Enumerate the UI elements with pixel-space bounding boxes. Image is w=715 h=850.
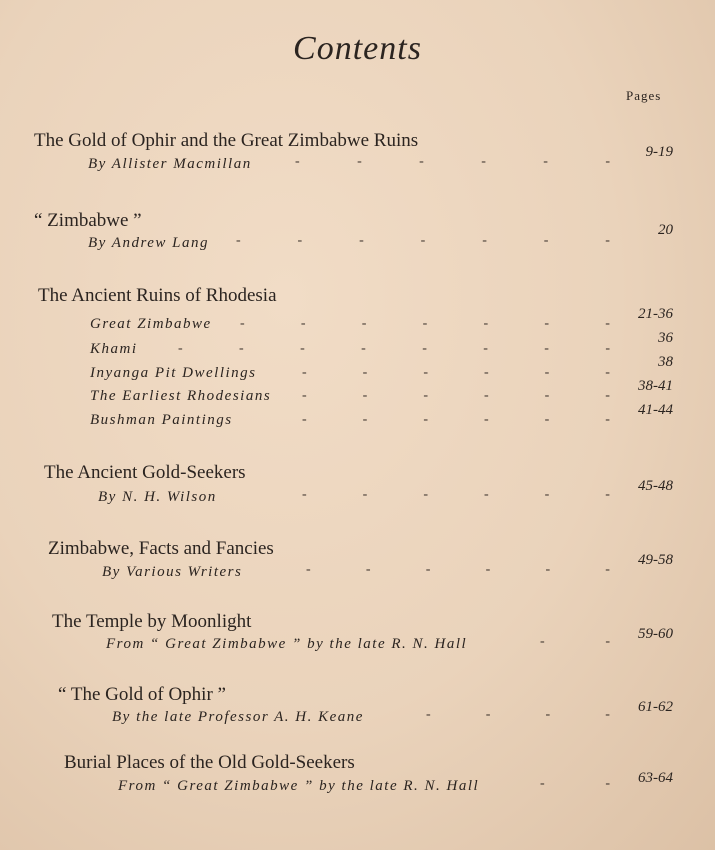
dot-leader: - - - - - -: [302, 365, 610, 380]
entry-author: From “ Great Zimbabwe ” by the late R. N. Hall: [106, 636, 468, 652]
dot-leader: - - - - - -: [306, 562, 610, 577]
entry-pages: 20: [658, 222, 673, 238]
entry-item: Great Zimbabwe: [90, 316, 212, 332]
entry-pages: 45-48: [638, 478, 673, 494]
entry-author: By Allister Macmillan: [88, 156, 252, 172]
entry-pages: 38: [658, 354, 673, 370]
entry-pages: 59-60: [638, 626, 673, 642]
entry-heading: “ The Gold of Ophir ”: [58, 684, 226, 705]
entry-pages: 41-44: [638, 402, 673, 418]
dot-leader: - - - - - -: [302, 487, 610, 502]
dot-leader: - -: [540, 776, 610, 791]
entry-pages: 49-58: [638, 552, 673, 568]
dot-leader: - - - - - -: [302, 388, 610, 403]
entry-heading: The Gold of Ophir and the Great Zimbabwe Ruins: [34, 130, 419, 151]
dot-leader: - - - - - -: [295, 154, 610, 169]
dot-leader: - - - - - - -: [236, 233, 610, 248]
entry-author: By the late Professor A. H. Keane: [112, 709, 364, 725]
entry-heading: The Ancient Gold-Seekers: [44, 462, 246, 483]
entry-item: Inyanga Pit Dwellings: [90, 365, 257, 381]
entry-author: By Various Writers: [102, 564, 243, 580]
entry-pages: 61-62: [638, 699, 673, 715]
entry-heading: The Ancient Ruins of Rhodesia: [38, 285, 277, 306]
entry-author: By Andrew Lang: [88, 235, 209, 251]
entry-heading: Burial Places of the Old Gold-Seekers: [64, 752, 355, 773]
entry-author: By N. H. Wilson: [98, 489, 217, 505]
dot-leader: - - - - - -: [302, 412, 610, 427]
entry-author: From “ Great Zimbabwe ” by the late R. N. Hall: [118, 778, 480, 794]
dot-leader: - -: [540, 634, 610, 649]
entry-heading: “ Zimbabwe ”: [34, 210, 142, 231]
entry-item: Bushman Paintings: [90, 412, 233, 428]
entry-pages: 38-41: [638, 378, 673, 394]
entry-pages: 9-19: [645, 144, 673, 160]
dot-leader: - - - - - - -: [240, 316, 610, 331]
entry-pages: 63-64: [638, 770, 673, 786]
dot-leader: - - - -: [426, 707, 610, 722]
dot-leader: - - - - - - - -: [178, 341, 610, 356]
entry-item: The Earliest Rhodesians: [90, 388, 272, 404]
entry-item: Khami: [90, 341, 138, 357]
entry-pages: 21-36: [638, 306, 673, 322]
page-title: Contents: [293, 30, 422, 67]
entry-heading: The Temple by Moonlight: [52, 611, 252, 632]
pages-column-header: Pages: [626, 88, 662, 103]
entry-pages: 36: [658, 330, 673, 346]
entry-heading: Zimbabwe, Facts and Fancies: [48, 538, 274, 559]
